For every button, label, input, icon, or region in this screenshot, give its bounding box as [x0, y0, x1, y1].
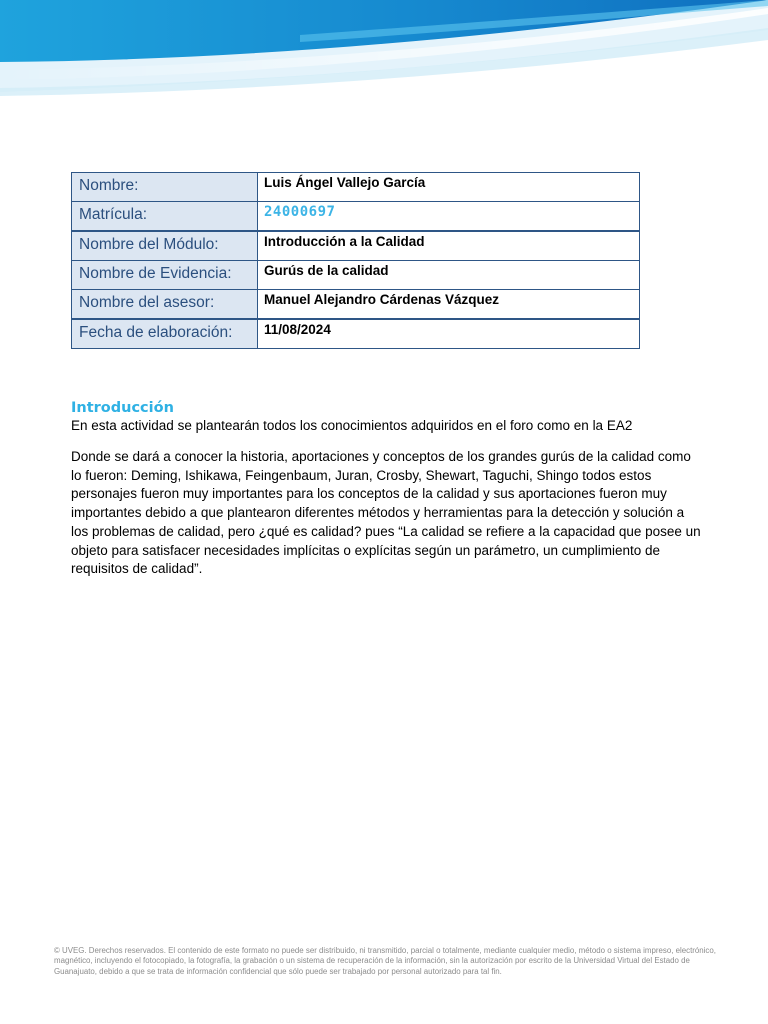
intro-paragraph: En esta actividad se plantearán todos los conocimientos adquiridos en el foro como en la EA2: [71, 418, 633, 433]
field-label: Matrícula:: [72, 202, 258, 231]
field-label: Nombre del asesor:: [72, 290, 258, 319]
table-row: [72, 173, 640, 202]
enrollment-value: 24000697: [258, 202, 640, 231]
table-row: [72, 202, 640, 231]
field-label: Nombre de Evidencia:: [72, 260, 258, 289]
module-name-value: Introducción a la Calidad: [258, 231, 640, 260]
section-heading: Introducción: [71, 400, 174, 416]
student-info-table: [71, 172, 640, 349]
copyright-footer: © UVEG. Derechos reservados. El contenido de este formato no puede ser distribuido, ni transmitido, parcial o totalmente, mediante cualquier medio, método o sistema impreso, electrónico, magnético, incluyendo el fotocopiado, la fotografía, la grabación o un sistema de recuperación de la información, sin la autorización por escrito de la Universidad Virtual del Estado de Guanajuato, debido a que se trata de información confidencial que sólo puede ser trabajado por personal autorizado para tal fin.: [54, 946, 716, 976]
table-row: [72, 231, 640, 260]
field-label: Fecha de elaboración:: [72, 319, 258, 348]
advisor-name-value: Manuel Alejandro Cárdenas Vázquez: [258, 290, 640, 319]
field-label: Nombre:: [72, 173, 258, 202]
table-row: [72, 260, 640, 289]
field-label: Nombre del Módulo:: [72, 231, 258, 260]
header-banner: [0, 0, 768, 100]
student-name-value: Luis Ángel Vallejo García: [258, 173, 640, 202]
body-paragraph: Donde se dará a conocer la historia, aportaciones y conceptos de los grandes gurús de la calidad como lo fueron: Deming, Ishikawa, Feingenbaum, Juran, Crosby, Shewart, Taguchi, Shingo todos estos personajes fueron muy importantes para los conceptos de la calidad y sus aportaciones fueron muy importantes debido a que plantearon diferentes métodos y herramientas para la detección y solución a los problemas de calidad, pero ¿qué es calidad? pues “La calidad se refiere a la capacidad que posee un objeto para satisfacer necesidades implícitas o explícitas según un parámetro, un cumplimiento de requisitos de calidad”.: [71, 449, 701, 577]
date-value: 11/08/2024: [258, 319, 640, 348]
table-row: [72, 290, 640, 319]
evidence-name-value: Gurús de la calidad: [258, 260, 640, 289]
table-row: [72, 319, 640, 348]
